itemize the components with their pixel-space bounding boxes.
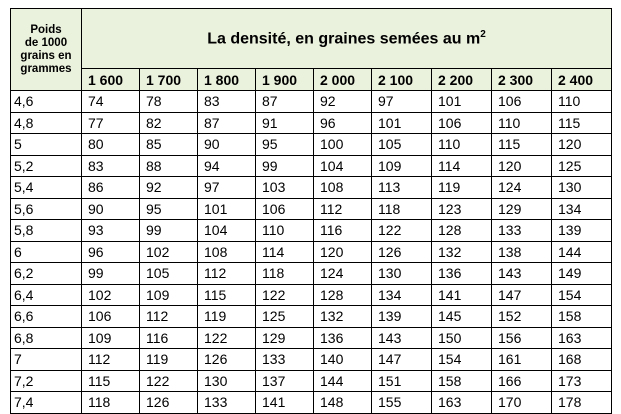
row-weight-cell: 6 <box>11 241 82 263</box>
table-cell: 139 <box>372 306 432 328</box>
row-weight-cell: 5,4 <box>11 177 82 199</box>
table-cell: 163 <box>432 392 492 414</box>
table-cell: 119 <box>198 306 256 328</box>
corner-line: de 1000 <box>24 36 68 49</box>
table-cell: 134 <box>552 198 612 220</box>
table-cell: 114 <box>256 241 314 263</box>
table-cell: 104 <box>198 220 256 242</box>
column-header: 1 800 <box>198 69 256 91</box>
column-header: 1 600 <box>82 69 140 91</box>
row-weight-cell: 6,8 <box>11 327 82 349</box>
table-cell: 105 <box>140 263 198 285</box>
row-weight-cell: 4,6 <box>11 91 82 113</box>
table-row <box>11 134 612 156</box>
table-cell: 99 <box>256 155 314 177</box>
table-cell: 112 <box>82 349 140 371</box>
table-cell: 132 <box>432 241 492 263</box>
table-row <box>11 263 612 285</box>
table-cell: 122 <box>140 370 198 392</box>
table-cell: 170 <box>492 392 552 414</box>
table-cell: 149 <box>552 263 612 285</box>
table-cell: 115 <box>198 284 256 306</box>
table-cell: 96 <box>82 241 140 263</box>
table-cell: 124 <box>314 263 372 285</box>
table-cell: 136 <box>432 263 492 285</box>
table-cell: 112 <box>314 198 372 220</box>
table-cell: 120 <box>492 155 552 177</box>
table-cell: 113 <box>372 177 432 199</box>
table-row <box>11 306 612 328</box>
table-title-text: La densité, en graines semées au m <box>207 30 481 48</box>
table-cell: 168 <box>552 349 612 371</box>
table-cell: 83 <box>198 91 256 113</box>
table-cell: 92 <box>314 91 372 113</box>
table-cell: 86 <box>82 177 140 199</box>
table-cell: 91 <box>256 112 314 134</box>
table-cell: 143 <box>492 263 552 285</box>
row-weight-cell: 6,4 <box>11 284 82 306</box>
table-cell: 88 <box>140 155 198 177</box>
table-cell: 148 <box>314 392 372 414</box>
column-header: 2 200 <box>432 69 492 91</box>
table-cell: 145 <box>432 306 492 328</box>
table-cell: 110 <box>492 112 552 134</box>
table-row <box>11 155 612 177</box>
table-cell: 151 <box>372 370 432 392</box>
table-cell: 141 <box>432 284 492 306</box>
table-cell: 108 <box>314 177 372 199</box>
column-header: 2 400 <box>552 69 612 91</box>
table-cell: 112 <box>198 263 256 285</box>
table-cell: 95 <box>140 198 198 220</box>
table-row <box>11 177 612 199</box>
table-cell: 102 <box>140 241 198 263</box>
table-cell: 112 <box>140 306 198 328</box>
table-row <box>11 220 612 242</box>
row-weight-cell: 7 <box>11 349 82 371</box>
table-cell: 152 <box>492 306 552 328</box>
table-cell: 74 <box>82 91 140 113</box>
table-cell: 115 <box>492 134 552 156</box>
table-cell: 122 <box>372 220 432 242</box>
table-cell: 136 <box>314 327 372 349</box>
table-cell: 144 <box>314 370 372 392</box>
density-table <box>10 8 612 414</box>
table-cell: 105 <box>372 134 432 156</box>
table-cell: 147 <box>492 284 552 306</box>
row-weight-cell: 7,2 <box>11 370 82 392</box>
table-cell: 154 <box>432 349 492 371</box>
table-cell: 126 <box>140 392 198 414</box>
table-row <box>11 327 612 349</box>
table-row <box>11 370 612 392</box>
table-cell: 158 <box>432 370 492 392</box>
table-cell: 87 <box>256 91 314 113</box>
table-row <box>11 284 612 306</box>
table-cell: 101 <box>432 91 492 113</box>
table-row <box>11 198 612 220</box>
table-cell: 104 <box>314 155 372 177</box>
table-cell: 130 <box>372 263 432 285</box>
corner-header <box>11 9 82 91</box>
table-cell: 133 <box>198 392 256 414</box>
table-cell: 173 <box>552 370 612 392</box>
table-cell: 163 <box>552 327 612 349</box>
table-cell: 125 <box>256 306 314 328</box>
table-cell: 150 <box>432 327 492 349</box>
row-weight-cell: 7,4 <box>11 392 82 414</box>
table-row <box>11 112 612 134</box>
table-cell: 143 <box>372 327 432 349</box>
table-cell: 155 <box>372 392 432 414</box>
table-cell: 124 <box>492 177 552 199</box>
table-cell: 158 <box>552 306 612 328</box>
column-header: 2 100 <box>372 69 432 91</box>
table-cell: 120 <box>552 134 612 156</box>
table-cell: 122 <box>256 284 314 306</box>
table-cell: 109 <box>372 155 432 177</box>
table-cell: 109 <box>140 284 198 306</box>
table-cell: 140 <box>314 349 372 371</box>
table-cell: 103 <box>256 177 314 199</box>
table-cell: 93 <box>82 220 140 242</box>
table-cell: 123 <box>432 198 492 220</box>
row-weight-cell: 4,8 <box>11 112 82 134</box>
table-cell: 94 <box>198 155 256 177</box>
table-cell: 110 <box>432 134 492 156</box>
table-title <box>82 9 612 69</box>
row-weight-cell: 5,2 <box>11 155 82 177</box>
table-cell: 85 <box>140 134 198 156</box>
column-header: 1 700 <box>140 69 198 91</box>
table-cell: 129 <box>256 327 314 349</box>
table-cell: 82 <box>140 112 198 134</box>
table-cell: 132 <box>314 306 372 328</box>
table-cell: 144 <box>552 241 612 263</box>
table-cell: 178 <box>552 392 612 414</box>
table-cell: 87 <box>198 112 256 134</box>
table-cell: 102 <box>82 284 140 306</box>
table-cell: 90 <box>82 198 140 220</box>
table-cell: 83 <box>82 155 140 177</box>
table-cell: 100 <box>314 134 372 156</box>
table-cell: 78 <box>140 91 198 113</box>
row-weight-cell: 5,8 <box>11 220 82 242</box>
table-cell: 106 <box>82 306 140 328</box>
corner-line: Poids <box>30 23 62 36</box>
table-cell: 166 <box>492 370 552 392</box>
table-cell: 147 <box>372 349 432 371</box>
row-weight-cell: 6,6 <box>11 306 82 328</box>
table-cell: 115 <box>552 112 612 134</box>
table-cell: 134 <box>372 284 432 306</box>
column-header: 2 000 <box>314 69 372 91</box>
table-cell: 116 <box>140 327 198 349</box>
row-weight-cell: 5,6 <box>11 198 82 220</box>
table-cell: 128 <box>314 284 372 306</box>
table-cell: 119 <box>140 349 198 371</box>
table-cell: 118 <box>372 198 432 220</box>
table-cell: 118 <box>256 263 314 285</box>
table-body <box>11 91 612 414</box>
table-cell: 139 <box>552 220 612 242</box>
table-cell: 118 <box>82 392 140 414</box>
table-row <box>11 349 612 371</box>
table-cell: 99 <box>140 220 198 242</box>
table-cell: 106 <box>492 91 552 113</box>
table-cell: 137 <box>256 370 314 392</box>
table-cell: 80 <box>82 134 140 156</box>
table-cell: 161 <box>492 349 552 371</box>
table-cell: 125 <box>552 155 612 177</box>
corner-line: grammes <box>20 62 72 75</box>
table-row <box>11 91 612 113</box>
table-cell: 97 <box>372 91 432 113</box>
corner-line: grains en <box>20 49 72 62</box>
table-cell: 126 <box>198 349 256 371</box>
row-weight-cell: 5 <box>11 134 82 156</box>
table-cell: 130 <box>198 370 256 392</box>
table-cell: 122 <box>198 327 256 349</box>
table-cell: 95 <box>256 134 314 156</box>
table-cell: 92 <box>140 177 198 199</box>
table-cell: 128 <box>432 220 492 242</box>
table-cell: 133 <box>492 220 552 242</box>
table-cell: 77 <box>82 112 140 134</box>
table-cell: 130 <box>552 177 612 199</box>
table-cell: 116 <box>314 220 372 242</box>
column-header-row <box>11 69 612 91</box>
table-cell: 129 <box>492 198 552 220</box>
table-cell: 133 <box>256 349 314 371</box>
table-cell: 109 <box>82 327 140 349</box>
row-weight-cell: 6,2 <box>11 263 82 285</box>
table-cell: 115 <box>82 370 140 392</box>
table-row <box>11 241 612 263</box>
table-cell: 101 <box>372 112 432 134</box>
table-cell: 106 <box>432 112 492 134</box>
table-cell: 101 <box>198 198 256 220</box>
table-cell: 96 <box>314 112 372 134</box>
table-cell: 120 <box>314 241 372 263</box>
column-header: 2 300 <box>492 69 552 91</box>
table-cell: 97 <box>198 177 256 199</box>
table-cell: 138 <box>492 241 552 263</box>
table-cell: 114 <box>432 155 492 177</box>
table-cell: 106 <box>256 198 314 220</box>
table-cell: 156 <box>492 327 552 349</box>
table-cell: 108 <box>198 241 256 263</box>
table-cell: 141 <box>256 392 314 414</box>
table-cell: 110 <box>256 220 314 242</box>
table-cell: 126 <box>372 241 432 263</box>
column-header: 1 900 <box>256 69 314 91</box>
table-cell: 119 <box>432 177 492 199</box>
table-cell: 90 <box>198 134 256 156</box>
table-cell: 110 <box>552 91 612 113</box>
table-cell: 99 <box>82 263 140 285</box>
table-title-superscript: 2 <box>480 28 486 40</box>
table-cell: 154 <box>552 284 612 306</box>
